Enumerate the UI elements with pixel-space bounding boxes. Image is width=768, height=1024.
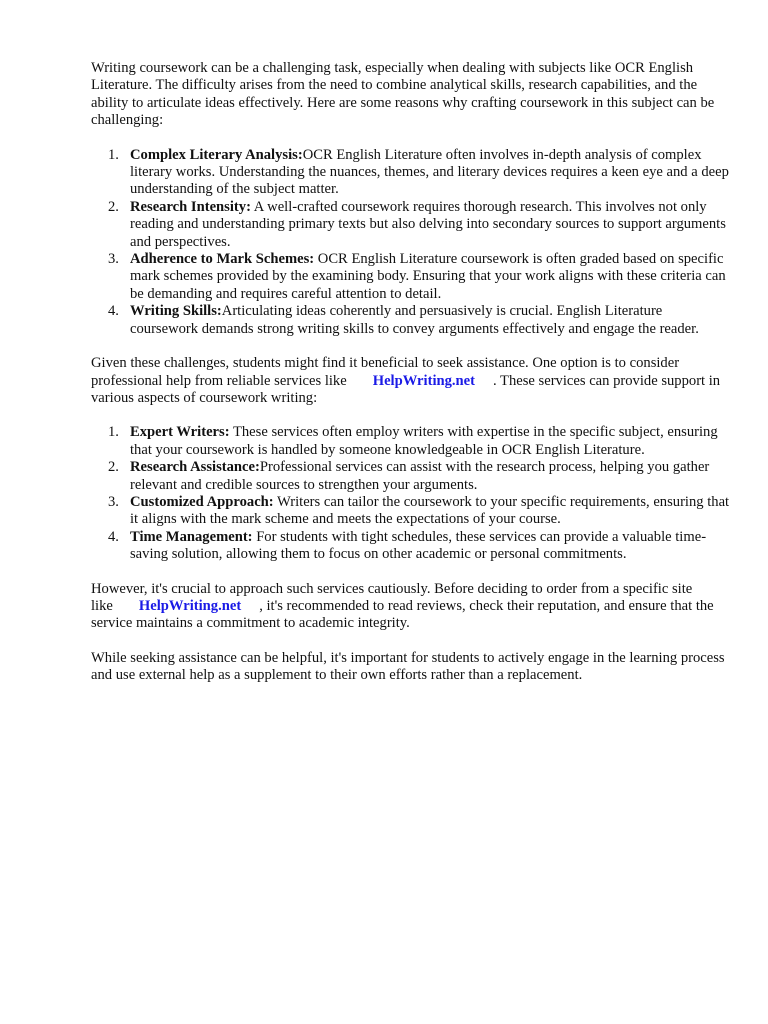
list-item-text: Articulating ideas coherently and persuasively is crucial. English Literature coursework demands strong writing skills to convey arguments effectively and engage the reader. <box>130 303 699 337</box>
given-paragraph <box>91 355 731 407</box>
list-item-text: These services often employ writers with expertise in the specific subject, ensuring that your coursework is handled by someone knowledgeable in OCR English Literature. <box>130 424 718 458</box>
list-item-number: 4. <box>108 303 119 320</box>
list-item-term: Time Management: <box>130 528 253 545</box>
list-item-text: A well-crafted coursework requires thorough research. This involves not only reading and understanding primary texts but also delving into secondary sources to support arguments and perspectives. <box>130 198 726 250</box>
list-item-number: 1. <box>108 146 119 163</box>
list-item-number: 4. <box>108 528 119 545</box>
list-item <box>91 199 731 251</box>
helpwriting-link[interactable]: HelpWriting.net <box>138 597 242 614</box>
list-item-number: 3. <box>108 493 119 510</box>
however-text-before: However, it's crucial to approach such services cautiously. Before deciding to order from a specific site like <box>91 580 693 614</box>
intro-paragraph: Writing coursework can be a challenging task, especially when dealing with subjects like OCR English Literature. The difficulty arises from the need to combine analytical skills, research capabilities, and the ability to articulate ideas effectively. Here are some reasons why crafting coursework in this subject can be challenging: <box>91 60 715 129</box>
list-item-text: OCR English Literature coursework is often graded based on specific mark schemes provided by the examining body. Ensuring that your work aligns with these criteria can be demanding and requires careful attention to detail. <box>130 251 726 302</box>
document-page <box>91 60 731 685</box>
closing-paragraph: While seeking assistance can be helpful, it's important for students to actively engage in the learning process and use external help as a supplement to their own efforts rather than a replacement. <box>91 649 725 684</box>
list-item-number: 2. <box>108 459 119 476</box>
however-paragraph <box>91 581 731 633</box>
list-item-term: Research Assistance: <box>130 459 260 476</box>
list-item <box>91 303 731 338</box>
however-text-after: , it's recommended to read reviews, check their reputation, and ensure that the service maintains a commitment to academic integrity. <box>91 597 714 632</box>
list-item-term: Customized Approach: <box>130 493 274 510</box>
list-item <box>91 494 731 529</box>
list-item <box>91 147 731 199</box>
helpwriting-link[interactable]: HelpWriting.net <box>372 372 476 389</box>
given-text-before: Given these challenges, students might find it beneficial to seek assistance. One option is to consider professional help from reliable services like <box>91 355 680 389</box>
list-item <box>91 424 731 459</box>
list-item-text: For students with tight schedules, these services can provide a valuable time-saving solution, allowing them to focus on other academic or personal commitments. <box>130 528 707 563</box>
challenges-list <box>91 147 731 338</box>
list-item <box>91 459 731 494</box>
list-item-number: 2. <box>108 198 119 215</box>
services-list <box>91 424 731 563</box>
given-text-after: . These services can provide support in various aspects of coursework writing: <box>91 372 721 406</box>
list-item-number: 1. <box>108 424 119 441</box>
list-item-text: Professional services can assist with the research process, helping you gather relevant and credible sources to strengthen your arguments. <box>130 459 710 493</box>
list-item-text: OCR English Literature often involves in-depth analysis of complex literary works. Understanding the nuances, themes, and literary devices requires a keen eye and a deep understanding of the subject matter. <box>130 146 729 198</box>
list-item-term: Research Intensity: <box>130 198 251 215</box>
list-item <box>91 251 731 303</box>
list-item-number: 3. <box>108 251 119 268</box>
list-item-text: Writers can tailor the coursework to your specific requirements, ensuring that it aligns with the mark scheme and meets the expectations of your course. <box>130 493 730 528</box>
list-item-term: Complex Literary Analysis: <box>130 146 303 163</box>
list-item-term: Writing Skills: <box>130 303 222 320</box>
list-item-term: Expert Writers: <box>130 424 230 441</box>
list-item <box>91 529 731 564</box>
list-item-term: Adherence to Mark Schemes: <box>130 251 315 268</box>
